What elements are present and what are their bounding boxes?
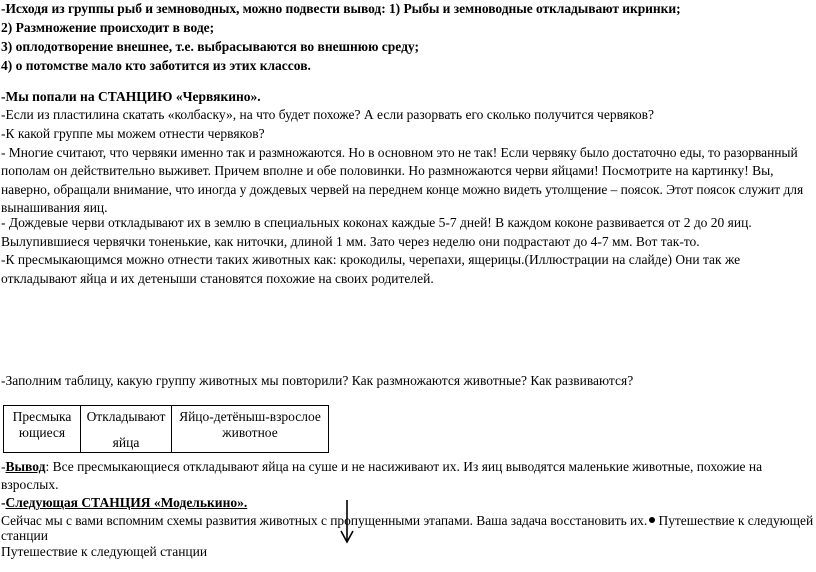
- cell-reproduction-line-1: Откладывают: [86, 409, 166, 424]
- cell-reproduction-line-2: яйца: [112, 435, 140, 450]
- p2-line-2: пополам он действительно выживет. Причем вполне и обе половинки. Но размножаются черви яйцами! Посмотрите на картинку! Вы,: [1, 163, 774, 178]
- conclusion-dash: -: [1, 459, 6, 474]
- bullet-text: Путешествие к следующей: [655, 513, 813, 528]
- cell-group-line-2: ющиеся: [18, 425, 66, 440]
- p1-line-1: -Исходя из группы рыб и земноводных, можно подвести вывод: 1) Рыбы и земноводные откладывают икринки;: [1, 1, 681, 16]
- station-model-heading: [1, 494, 813, 512]
- animals-table: [3, 405, 329, 453]
- p3-line-2: Вылупившиеся червячки тоненькие, как ниточки, длиной 1 мм. Зато через неделю они подрастают до 4-7 мм. Вот так-то.: [1, 234, 700, 249]
- p1-line-3: 3) оплодотворение внешнее, т.е. выбрасываются во внешнюю среду;: [1, 39, 419, 54]
- conclusion-text: : Все пресмыкающиеся откладывают яйца на суше и не насиживают их. Из яиц выводятся маленькие животные, похожие на: [45, 459, 763, 474]
- conclusion-line-1: [1, 458, 813, 476]
- down-arrow-icon: [340, 500, 354, 544]
- station-worm-heading: -Мы попали на СТАНЦИЮ «Червякино».: [1, 89, 261, 104]
- conclusion-line-2: взрослых.: [1, 477, 59, 492]
- table-cell-group: [4, 406, 81, 453]
- p4-line-1: -К пресмыкающимся можно отнести таких животных как: крокодилы, черепахи, ящерицы.(Иллюстрации на слайде) Они так же: [1, 252, 741, 267]
- question-2: -К какой группе мы можем отнести червяков?: [1, 126, 265, 141]
- p2-line-3: наверно, обращали внимание, что иногда у дождевых червей на переднем конце можно видеть утолщение – поясок. Этот поясок служит для: [1, 182, 804, 197]
- bullet-icon: [649, 517, 655, 523]
- p2-line-1: - Многие считают, что червяки именно так и размножаются. Но в основном это не так! Если червяку было достаточно еды, то разорванный: [1, 145, 798, 160]
- footer-line: Путешествие к следующей станции: [1, 544, 208, 559]
- p1-line-2: 2) Размножение происходит в воде;: [1, 20, 215, 35]
- cell-group-line-1: Пресмыка: [12, 409, 72, 424]
- p3-line-1: - Дождевые черви откладывают их в землю в специальных коконах каждые 5-7 дней! В каждом коконе развивается от 2 до 20 яиц.: [1, 215, 752, 230]
- table-row: [4, 406, 329, 453]
- cell-development-line-1: Яйцо-детёныш-взрослое: [179, 409, 321, 424]
- station-model-title: Следующая СТАНЦИЯ «Моделькино».: [5, 495, 248, 510]
- last-line-2: станции: [1, 528, 48, 543]
- p2-line-4: вынашивания яиц.: [1, 200, 108, 215]
- p1-line-4: 4) о потомстве мало кто заботится из этих классов.: [1, 58, 311, 73]
- p4-line-2: откладывают яйца и их детеныши становятся похожие на своих родителей.: [1, 271, 434, 286]
- table-task: -Заполним таблицу, какую группу животных мы повторили? Как размножаются животные? Как развиваются?: [1, 373, 634, 388]
- cell-development-line-2: животное: [222, 425, 278, 440]
- question-1: -Если из пластилина скатать «колбаску», на что будет похоже? А если разорвать его сколько получится червяков?: [1, 107, 654, 122]
- station-model-dash: -: [1, 495, 6, 510]
- table-cell-reproduction: [81, 406, 172, 453]
- table-cell-development: [172, 406, 329, 453]
- conclusion-label: Вывод: [5, 459, 46, 474]
- last-text: Сейчас мы с вами вспомним схемы развития животных с пропущенными этапами. Ваша задача восстановить их.: [1, 513, 648, 528]
